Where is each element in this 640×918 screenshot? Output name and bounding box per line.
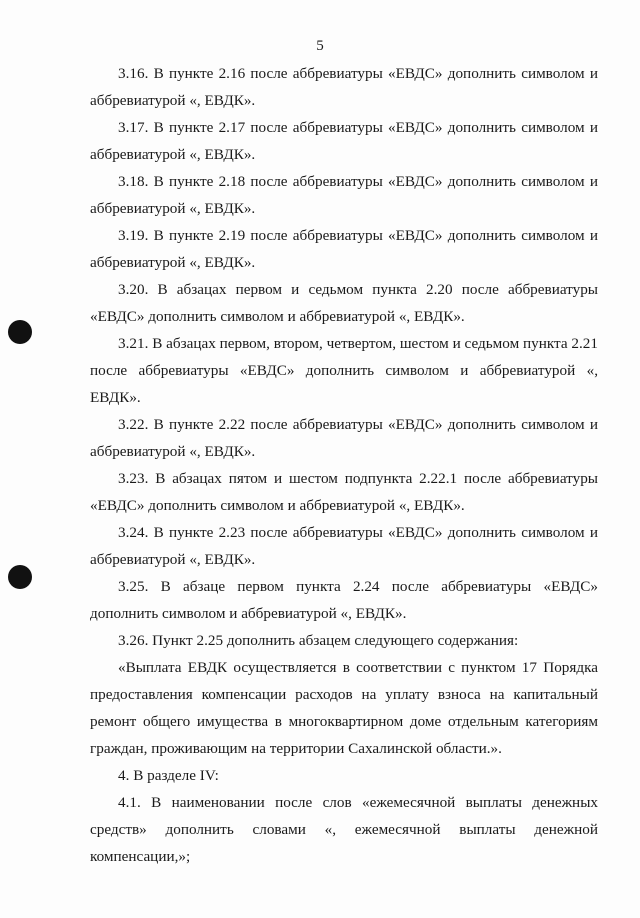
paragraph-3-24: 3.24. В пункте 2.23 после аббревиатуры «ЕВДС» дополнить символом и аббревиатурой «, ЕВДК». <box>90 524 598 568</box>
paragraph-3-17: 3.17. В пункте 2.17 после аббревиатуры «ЕВДС» дополнить символом и аббревиатурой «, ЕВДК». <box>90 119 598 163</box>
paragraph-3-22: 3.22. В пункте 2.22 после аббревиатуры «ЕВДС» дополнить символом и аббревиатурой «, ЕВДК». <box>90 416 598 460</box>
paragraph-3-20: 3.20. В абзацах первом и седьмом пункта 2.20 после аббревиатуры «ЕВДС» дополнить символом и аббревиатурой «, ЕВДК». <box>90 281 598 325</box>
paragraph-3-21: 3.21. В абзацах первом, втором, четвертом, шестом и седьмом пункта 2.21 после аббревиатуры «ЕВДС» дополнить символом и аббревиатурой «, ЕВДК». <box>90 335 598 406</box>
paragraph-3-19: 3.19. В пункте 2.19 после аббревиатуры «ЕВДС» дополнить символом и аббревиатурой «, ЕВДК». <box>90 227 598 271</box>
page-number: 5 <box>316 38 324 54</box>
paragraph-3-25: 3.25. В абзаце первом пункта 2.24 после аббревиатуры «ЕВДС» дополнить символом и аббревиатурой «, ЕВДК». <box>90 578 598 622</box>
paragraph-3-16: 3.16. В пункте 2.16 после аббревиатуры «ЕВДС» дополнить символом и аббревиатурой «, ЕВДК». <box>90 65 598 109</box>
binder-hole-mark <box>8 320 32 344</box>
quoted-paragraph: «Выплата ЕВДК осуществляется в соответствии с пунктом 17 Порядка предоставления компенсации расходов на уплату взноса на капитальный ремонт общего имущества в многоквартирном доме отдельным категориям граждан, проживающим на территории Сахалинской области.». <box>90 659 598 757</box>
paragraph-3-26: 3.26. Пункт 2.25 дополнить абзацем следующего содержания: <box>118 632 519 649</box>
paragraph-3-18: 3.18. В пункте 2.18 после аббревиатуры «ЕВДС» дополнить символом и аббревиатурой «, ЕВДК». <box>90 173 598 217</box>
binder-hole-mark <box>8 565 32 589</box>
document-body <box>90 60 598 870</box>
paragraph-4: 4. В разделе IV: <box>118 767 219 784</box>
paragraph-3-23: 3.23. В абзацах пятом и шестом подпункта 2.22.1 после аббревиатуры «ЕВДС» дополнить символом и аббревиатурой «, ЕВДК». <box>90 470 598 514</box>
paragraph-4-1: 4.1. В наименовании после слов «ежемесячной выплаты денежных средств» дополнить словами «, ежемесячной выплаты денежной компенсации,»; <box>90 794 598 865</box>
